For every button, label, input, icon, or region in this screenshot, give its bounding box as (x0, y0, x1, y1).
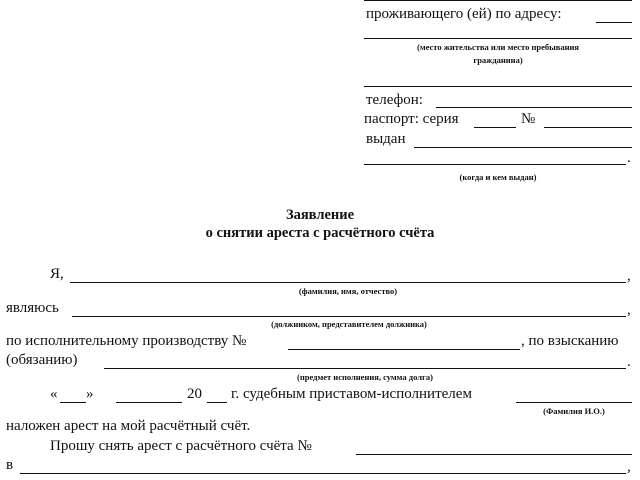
issued-field-line-1[interactable] (414, 147, 632, 148)
recovery-label: , по взысканию (521, 333, 619, 349)
name-caption: (фамилия, имя, отчество) (298, 286, 398, 296)
bailiff-text: г. судебным приставом-исполнителем (231, 386, 472, 402)
issued-label: выдан (366, 131, 406, 147)
date-day-line[interactable] (60, 402, 86, 403)
passport-number-line[interactable] (544, 127, 632, 128)
residence-caption-line1: (место жительства или место пребывания (417, 42, 579, 52)
address-field-line-2[interactable] (364, 38, 632, 39)
phone-field-line[interactable] (436, 107, 632, 108)
arrest-text: наложен арест на мой расчётный счёт. (6, 418, 251, 434)
debtor-comma: , (627, 302, 631, 318)
document-title: Заявление (285, 207, 355, 223)
document-subtitle: о снятии ареста с расчётного счёта (205, 225, 435, 241)
passport-label: паспорт: серия (364, 111, 459, 127)
full-name-line[interactable] (70, 282, 626, 283)
bank-prefix: в (6, 457, 14, 473)
debtor-status-line[interactable] (72, 316, 626, 317)
being-label: являюсь (6, 300, 59, 316)
address-label: проживающего (ей) по адресу: (366, 6, 562, 22)
debtor-caption: (должником, представителем должника) (271, 319, 427, 329)
residence-caption-line2: гражданина) (473, 55, 523, 65)
passport-number-sign: № (521, 111, 536, 127)
subject-caption: (предмет исполнения, сумма долга) (297, 372, 433, 382)
top-blank-line (364, 0, 632, 1)
address-field-line-1[interactable] (596, 22, 632, 23)
name-comma: , (627, 268, 631, 284)
bailiff-name-line[interactable] (516, 402, 632, 403)
issued-caption: (когда и кем выдан) (459, 172, 537, 182)
i-label: Я, (50, 266, 64, 282)
obligation-label: (обязанию) (6, 352, 78, 368)
date-close-quote: » (86, 386, 94, 402)
address-field-line-3[interactable] (364, 86, 632, 87)
date-month-line[interactable] (116, 402, 182, 403)
request-text: Прошу снять арест с расчётного счёта № (50, 438, 312, 454)
proceeding-label: по исполнительному производству № (6, 333, 247, 349)
passport-series-line[interactable] (474, 127, 516, 128)
account-number-line[interactable] (356, 454, 632, 455)
issued-period: . (627, 150, 631, 166)
bank-comma: , (627, 459, 631, 475)
date-year-line[interactable] (207, 402, 227, 403)
issued-field-line-2[interactable] (364, 164, 626, 165)
subject-period: . (627, 354, 631, 370)
subject-line[interactable] (104, 368, 626, 369)
bank-name-line[interactable] (20, 473, 626, 474)
proceeding-number-line[interactable] (288, 349, 520, 350)
date-open-quote: « (50, 386, 58, 402)
year-prefix: 20 (187, 386, 202, 402)
bailiff-caption: (Фамилия И.О.) (543, 406, 605, 416)
phone-label: телефон: (366, 92, 423, 108)
